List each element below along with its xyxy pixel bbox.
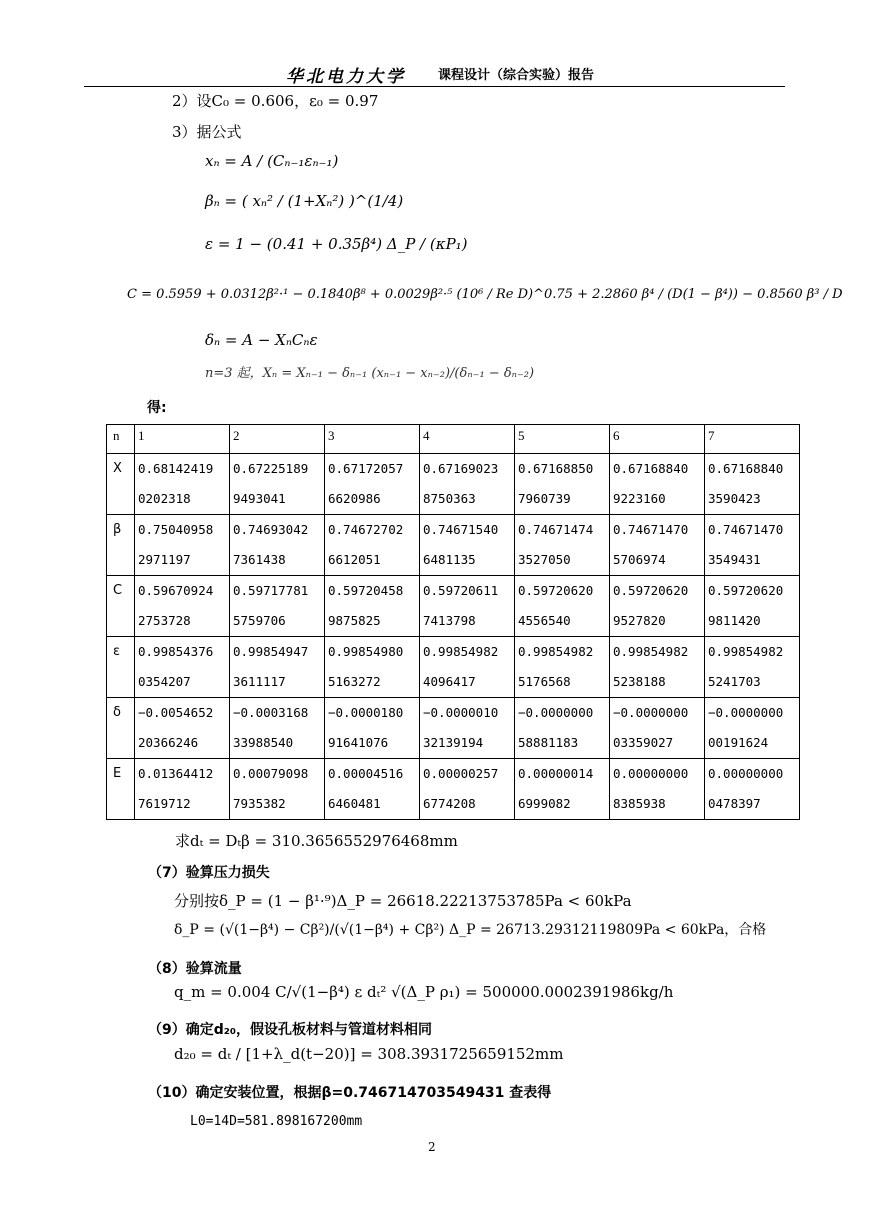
row-label: δ	[107, 698, 135, 759]
page-number: 2	[428, 1140, 436, 1154]
table-row	[107, 759, 800, 820]
table-cell	[515, 576, 610, 637]
table-cell	[135, 698, 230, 759]
cell-line: 6999082	[518, 796, 571, 811]
table-cell	[230, 515, 325, 576]
pressure-loss-2: δ_P = (√(1−β⁴) − Cβ²)/(√(1−β⁴) + Cβ²) Δ_P = 26713.29312119809Pa < 60kPa，合格	[174, 922, 767, 938]
table-cell	[610, 454, 705, 515]
cell-line: 8750363	[423, 491, 476, 506]
cell-line: 7619712	[138, 796, 191, 811]
cell-line: 2971197	[138, 552, 191, 567]
row-label: C	[107, 576, 135, 637]
table-cell	[420, 637, 515, 698]
cell-line: 0478397	[708, 796, 761, 811]
cell-line: 7413798	[423, 613, 476, 628]
table-cell	[135, 576, 230, 637]
formula-C: C = 0.5959 + 0.0312β²·¹ − 0.1840β⁸ + 0.0029β²·⁵ (10⁶ / Re D)^0.75 + 2.2860 β⁴ / (D(1 − β⁴)) − 0.8560 β³ / D	[127, 287, 843, 302]
cell-line: 6612051	[328, 552, 381, 567]
flow-result: q_m = 0.004 C/√(1−β⁴) ε dₜ² √(Δ_P ρ₁) = 500000.0002391986kg/h	[174, 983, 674, 1001]
cell-line: −0.0003168	[233, 705, 309, 720]
cell-line: 6481135	[423, 552, 476, 567]
table-cell	[515, 759, 610, 820]
cell-line: 5163272	[328, 674, 381, 689]
cell-line: 0.74672702	[328, 522, 404, 537]
cell-line: 32139194	[423, 735, 484, 750]
table-header-cell: 3	[325, 425, 420, 454]
table-cell	[610, 637, 705, 698]
cell-line: 9527820	[613, 613, 666, 628]
row-label: β	[107, 515, 135, 576]
cell-line: 0.00000257	[423, 766, 499, 781]
table-header-cell: 1	[135, 425, 230, 454]
heading-10: （10）确定安装位置，根据β=0.746714703549431 查表得	[148, 1085, 552, 1101]
cell-line: 0354207	[138, 674, 191, 689]
heading-9: （9）确定d₂₀，假设孔板材料与管道材料相同	[148, 1022, 433, 1038]
cell-line: 0.67168840	[708, 461, 784, 476]
table-cell	[325, 576, 420, 637]
cell-line: 91641076	[328, 735, 389, 750]
cell-line: 6774208	[423, 796, 476, 811]
table-cell	[420, 515, 515, 576]
table-row	[107, 454, 800, 515]
table-cell	[515, 637, 610, 698]
cell-line: 3611117	[233, 674, 286, 689]
table-cell	[705, 637, 800, 698]
row-label: X	[107, 454, 135, 515]
table-cell	[610, 515, 705, 576]
cell-line: 20366246	[138, 735, 199, 750]
iteration-table	[106, 424, 800, 820]
table-cell	[420, 759, 515, 820]
table-cell	[230, 637, 325, 698]
cell-line: −0.0054652	[138, 705, 214, 720]
table-cell	[420, 454, 515, 515]
cell-line: 0.99854982	[613, 644, 689, 659]
cell-line: 0.99854376	[138, 644, 214, 659]
cell-line: 0.00000000	[613, 766, 689, 781]
table-cell	[705, 698, 800, 759]
cell-line: 0.75040958	[138, 522, 214, 537]
table-cell	[610, 759, 705, 820]
cell-line: 9493041	[233, 491, 286, 506]
cell-line: −0.0000000	[518, 705, 594, 720]
cell-line: 0.67225189	[233, 461, 309, 476]
cell-line: 0.59720620	[708, 583, 784, 598]
cell-line: 0.67169023	[423, 461, 499, 476]
cell-line: 8385938	[613, 796, 666, 811]
cell-line: 0.00079098	[233, 766, 309, 781]
table-row	[107, 698, 800, 759]
cell-line: 0.59670924	[138, 583, 214, 598]
table-header-row	[107, 425, 800, 454]
cell-line: −0.0000000	[708, 705, 784, 720]
table-cell	[705, 454, 800, 515]
d20-result: d₂₀ = dₜ / [1+λ_d(t−20)] = 308.3931725659152mm	[174, 1045, 564, 1063]
cell-line: 0.67168850	[518, 461, 594, 476]
table-header-cell: 4	[420, 425, 515, 454]
cell-line: 0.99854982	[708, 644, 784, 659]
formula-beta: βₙ = ( xₙ² / (1+Xₙ²) )^(1/4)	[205, 192, 404, 210]
cell-line: −0.0000180	[328, 705, 404, 720]
cell-line: 6620986	[328, 491, 381, 506]
table-cell	[230, 576, 325, 637]
cell-line: 4096417	[423, 674, 476, 689]
cell-line: 0.74671540	[423, 522, 499, 537]
cell-line: 0.01364412	[138, 766, 214, 781]
cell-line: 3549431	[708, 552, 761, 567]
table-header-cell: 6	[610, 425, 705, 454]
table-header-cell: 7	[705, 425, 800, 454]
cell-line: 9223160	[613, 491, 666, 506]
cell-line: 03359027	[613, 735, 674, 750]
table-cell	[135, 637, 230, 698]
table-cell	[515, 698, 610, 759]
table-header-cell: n	[107, 425, 135, 454]
table-cell	[515, 454, 610, 515]
cell-line: 5238188	[613, 674, 666, 689]
table-cell	[135, 759, 230, 820]
result-label: 得:	[147, 400, 167, 416]
table-header-cell: 2	[230, 425, 325, 454]
table-cell	[610, 698, 705, 759]
table-cell	[705, 576, 800, 637]
table-cell	[420, 698, 515, 759]
cell-line: 7361438	[233, 552, 286, 567]
table-cell	[325, 759, 420, 820]
step-3: 3）据公式	[172, 123, 242, 141]
cell-line: 0.67172057	[328, 461, 404, 476]
table-cell	[230, 454, 325, 515]
table-row	[107, 637, 800, 698]
table-cell	[705, 759, 800, 820]
formula-x: xₙ = A / (Cₙ₋₁εₙ₋₁)	[205, 152, 339, 170]
table-cell	[325, 637, 420, 698]
cell-line: 9811420	[708, 613, 761, 628]
university-logo-text: 华北电力大学	[286, 67, 406, 87]
cell-line: 33988540	[233, 735, 294, 750]
table-cell	[325, 698, 420, 759]
table-cell	[515, 515, 610, 576]
cell-line: 0.00000000	[708, 766, 784, 781]
table-cell	[420, 576, 515, 637]
cell-line: 0.99854982	[423, 644, 499, 659]
cell-line: 4556540	[518, 613, 571, 628]
table-cell	[230, 759, 325, 820]
cell-line: 5706974	[613, 552, 666, 567]
cell-line: 0.74693042	[233, 522, 309, 537]
cell-line: 0202318	[138, 491, 191, 506]
cell-line: 6460481	[328, 796, 381, 811]
table-cell	[230, 698, 325, 759]
formula-iteration: n=3 起，Xₙ = Xₙ₋₁ − δₙ₋₁ (xₙ₋₁ − xₙ₋₂)/(δₙ₋₁ − δₙ₋₂)	[205, 366, 535, 381]
step-2: 2）设C₀ = 0.606，ε₀ = 0.97	[172, 92, 379, 110]
cell-line: 0.99854980	[328, 644, 404, 659]
heading-7: （7）验算压力损失	[148, 865, 270, 881]
table-header-cell: 5	[515, 425, 610, 454]
cell-line: 0.74671470	[708, 522, 784, 537]
cell-line: 0.74671474	[518, 522, 594, 537]
table-cell	[325, 515, 420, 576]
dt-result: 求dₜ = Dₜβ = 310.3656552976468mm	[175, 832, 458, 850]
pressure-loss-1: 分别按δ_P = (1 − β¹·⁹)Δ_P = 26618.22213753785Pa < 60kPa	[174, 892, 632, 910]
cell-line: 3527050	[518, 552, 571, 567]
table-cell	[325, 454, 420, 515]
table-cell	[610, 576, 705, 637]
cell-line: 58881183	[518, 735, 579, 750]
cell-line: 0.67168840	[613, 461, 689, 476]
formula-epsilon: ε = 1 − (0.41 + 0.35β⁴) Δ_P / (κP₁)	[205, 235, 468, 253]
cell-line: 9875825	[328, 613, 381, 628]
table-row	[107, 515, 800, 576]
cell-line: 3590423	[708, 491, 761, 506]
cell-line: 0.59717781	[233, 583, 309, 598]
cell-line: 0.99854947	[233, 644, 309, 659]
cell-line: 5176568	[518, 674, 571, 689]
cell-line: 0.59720458	[328, 583, 404, 598]
cell-line: 2753728	[138, 613, 191, 628]
cell-line: 0.68142419	[138, 461, 214, 476]
table-cell	[705, 515, 800, 576]
row-label: E	[107, 759, 135, 820]
heading-8: （8）验算流量	[148, 961, 242, 977]
cell-line: 0.00000014	[518, 766, 594, 781]
cell-line: 0.99854982	[518, 644, 594, 659]
table-cell	[135, 454, 230, 515]
cell-line: 0.59720611	[423, 583, 499, 598]
cell-line: −0.0000000	[613, 705, 689, 720]
header-title: 课程设计（综合实验）报告	[438, 68, 595, 83]
cell-line: 0.74671470	[613, 522, 689, 537]
row-label: ε	[107, 637, 135, 698]
formula-delta: δₙ = A − XₙCₙε	[205, 331, 318, 349]
cell-line: 7960739	[518, 491, 571, 506]
cell-line: 5241703	[708, 674, 761, 689]
table-row	[107, 576, 800, 637]
cell-line: −0.0000010	[423, 705, 499, 720]
cell-line: 7935382	[233, 796, 286, 811]
cell-line: 0.00004516	[328, 766, 404, 781]
table-cell	[135, 515, 230, 576]
l0-result: L0=14D=581.898167200mm	[190, 1114, 363, 1129]
cell-line: 00191624	[708, 735, 769, 750]
cell-line: 5759706	[233, 613, 286, 628]
cell-line: 0.59720620	[613, 583, 689, 598]
cell-line: 0.59720620	[518, 583, 594, 598]
header-divider	[84, 86, 785, 87]
